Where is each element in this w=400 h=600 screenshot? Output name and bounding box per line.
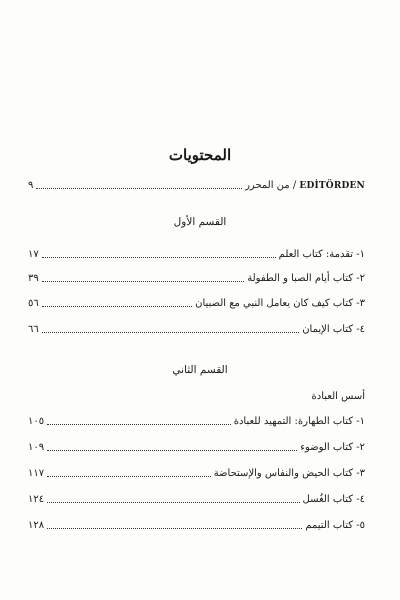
page-title: المحتويات (168, 146, 232, 164)
toc-page-number: ٩ (28, 180, 34, 191)
toc-page-number: ٦٦ (28, 324, 39, 335)
editor-label-arabic: من المحرر (245, 180, 290, 191)
toc-entry-label: ١- تقدمة: كتاب العلم (278, 249, 365, 260)
toc-page-number: ١٧ (28, 249, 39, 260)
toc-entry (28, 414, 365, 428)
toc-entry-editor (28, 178, 365, 192)
dot-leader (36, 188, 242, 189)
toc-entry (28, 492, 365, 506)
toc-entry-label: ٢- كتاب أيام الصبا و الطفولة (247, 273, 365, 284)
toc-entry-label: ١- كتاب الطهارة: التمهيد للعبادة (233, 416, 365, 427)
dot-leader (47, 502, 299, 503)
editor-label-latin: EDİTÖRDEN (299, 181, 365, 191)
toc-page-number: ١٠٩ (28, 442, 45, 453)
toc-entry (28, 271, 365, 285)
dot-leader (47, 424, 231, 425)
toc-entry-label: ٤- كتاب الإيمان (302, 324, 365, 335)
section-heading-2: القسم الثاني (172, 364, 228, 376)
toc-entry-label: ٤- كتاب الغُسل (302, 494, 365, 505)
dot-leader (47, 476, 211, 477)
section-subheading: أسس العبادة (311, 391, 365, 402)
toc-entry-label: ٣- كتاب الحيض والنفاس والإستحاضة (213, 468, 365, 479)
section-heading-1: القسم الأول (173, 216, 227, 228)
toc-entry (28, 466, 365, 480)
dot-leader (47, 450, 297, 451)
toc-entry (28, 440, 365, 454)
toc-entry (28, 296, 365, 310)
toc-entry (28, 322, 365, 336)
dot-leader (42, 257, 276, 258)
dot-leader (42, 332, 299, 333)
dot-leader (47, 528, 302, 529)
toc-page-number: ١٠٥ (28, 416, 45, 427)
toc-page-number: ١١٧ (28, 468, 45, 479)
toc-page-number: ١٢٤ (28, 494, 45, 505)
toc-entry-label (242, 180, 365, 192)
dot-leader (42, 281, 245, 282)
editor-separator: / (292, 180, 297, 191)
toc-entry-label: ٥- كتاب التيمم (305, 520, 365, 531)
toc-entry (28, 518, 365, 532)
toc-page-number: ٣٩ (28, 273, 39, 284)
toc-entry-label: ٢- كتاب الوضوء (300, 442, 365, 453)
toc-entry (28, 247, 365, 261)
toc-page-number: ١٢٨ (28, 520, 45, 531)
toc-entry-label: ٣- كتاب كيف كان يعامل النبي مع الصبيان (195, 298, 365, 309)
dot-leader (42, 306, 192, 307)
toc-page-number: ٥٦ (28, 298, 39, 309)
